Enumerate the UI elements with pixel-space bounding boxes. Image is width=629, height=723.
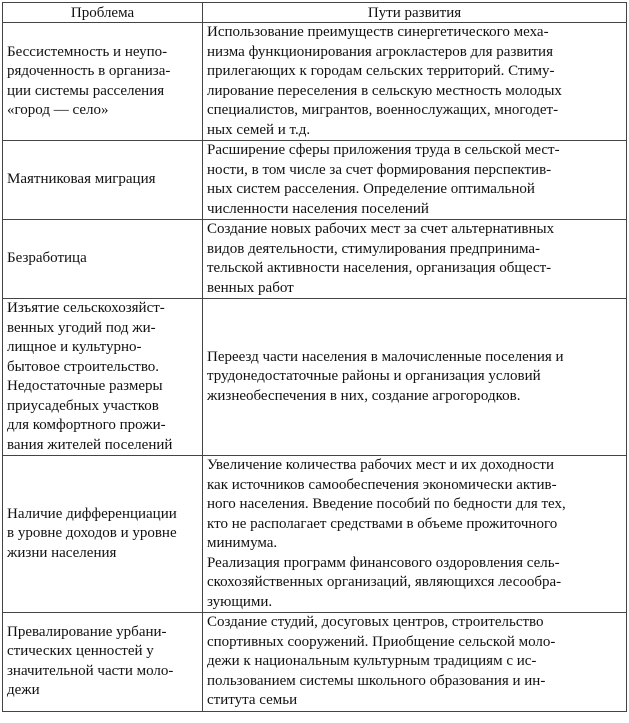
solution-cell: Создание студий, досуговых центров, строительство спортивных сооружений. Приобщение сельской моло- дежи к национальным культурным традициям с ис- пользованием системы школьного образования и ин- ститута семьи [203,613,627,712]
header-solutions: Пути развития [203,3,627,23]
header-row [3,3,627,23]
table-row [3,220,627,299]
table-row [3,141,627,220]
problem-cell: Изъятие сельскохозяйст- венных угодий под жи- лищное и культурно- бытовое строительство. Недостаточные размеры приусадебных участков для комфортного прожи- вания жителей поселений [3,299,203,456]
table-row [3,456,627,613]
problem-cell: Превалирование урбани- стических ценностей у значительной части моло- дежи [3,613,203,712]
header-problem: Проблема [3,3,203,23]
solution-cell: Использование преимуществ синергетического меха- низма функционирования агрокластеров для развития прилегающих к городам сельских территорий. Стиму- лирование переселения в сельскую местность молодых специалистов, мигрантов, военнослужащих, многодет- ных семей и т.д. [203,23,627,141]
problems-table [2,2,627,712]
table-row [3,23,627,141]
solution-cell: Расширение сферы приложения труда в сельской мест- ности, в том числе за счет формирования перспектив- ных систем расселения. Определение оптимальной численности населения поселений [203,141,627,220]
problem-cell: Маятниковая миграция [3,141,203,220]
solution-cell: Увеличение количества рабочих мест и их доходности как источников самообеспечения экономически актив- ного населения. Введение пособий по бедности для тех, кто не располагает средствами в объеме прожиточного минимума. Реализация программ финансового оздоровления сель- скохозяйственных организаций, являющихся лесообра- зующими. [203,456,627,613]
solution-cell: Создание новых рабочих мест за счет альтернативных видов деятельности, стимулирования предпринима- тельской активности населения, организация общест- венных работ [203,220,627,299]
problem-cell: Бессистемность и неупо- рядоченность в организа- ции системы расселения «город — село» [3,23,203,141]
problem-cell: Безработица [3,220,203,299]
table-row [3,299,627,456]
solution-cell: Переезд части населения в малочисленные поселения и трудонедостаточные районы и организация условий жизнеобеспечения в них, создание агрогородков. [203,299,627,456]
problem-cell: Наличие дифференциации в уровне доходов и уровне жизни населения [3,456,203,613]
table-row [3,613,627,712]
